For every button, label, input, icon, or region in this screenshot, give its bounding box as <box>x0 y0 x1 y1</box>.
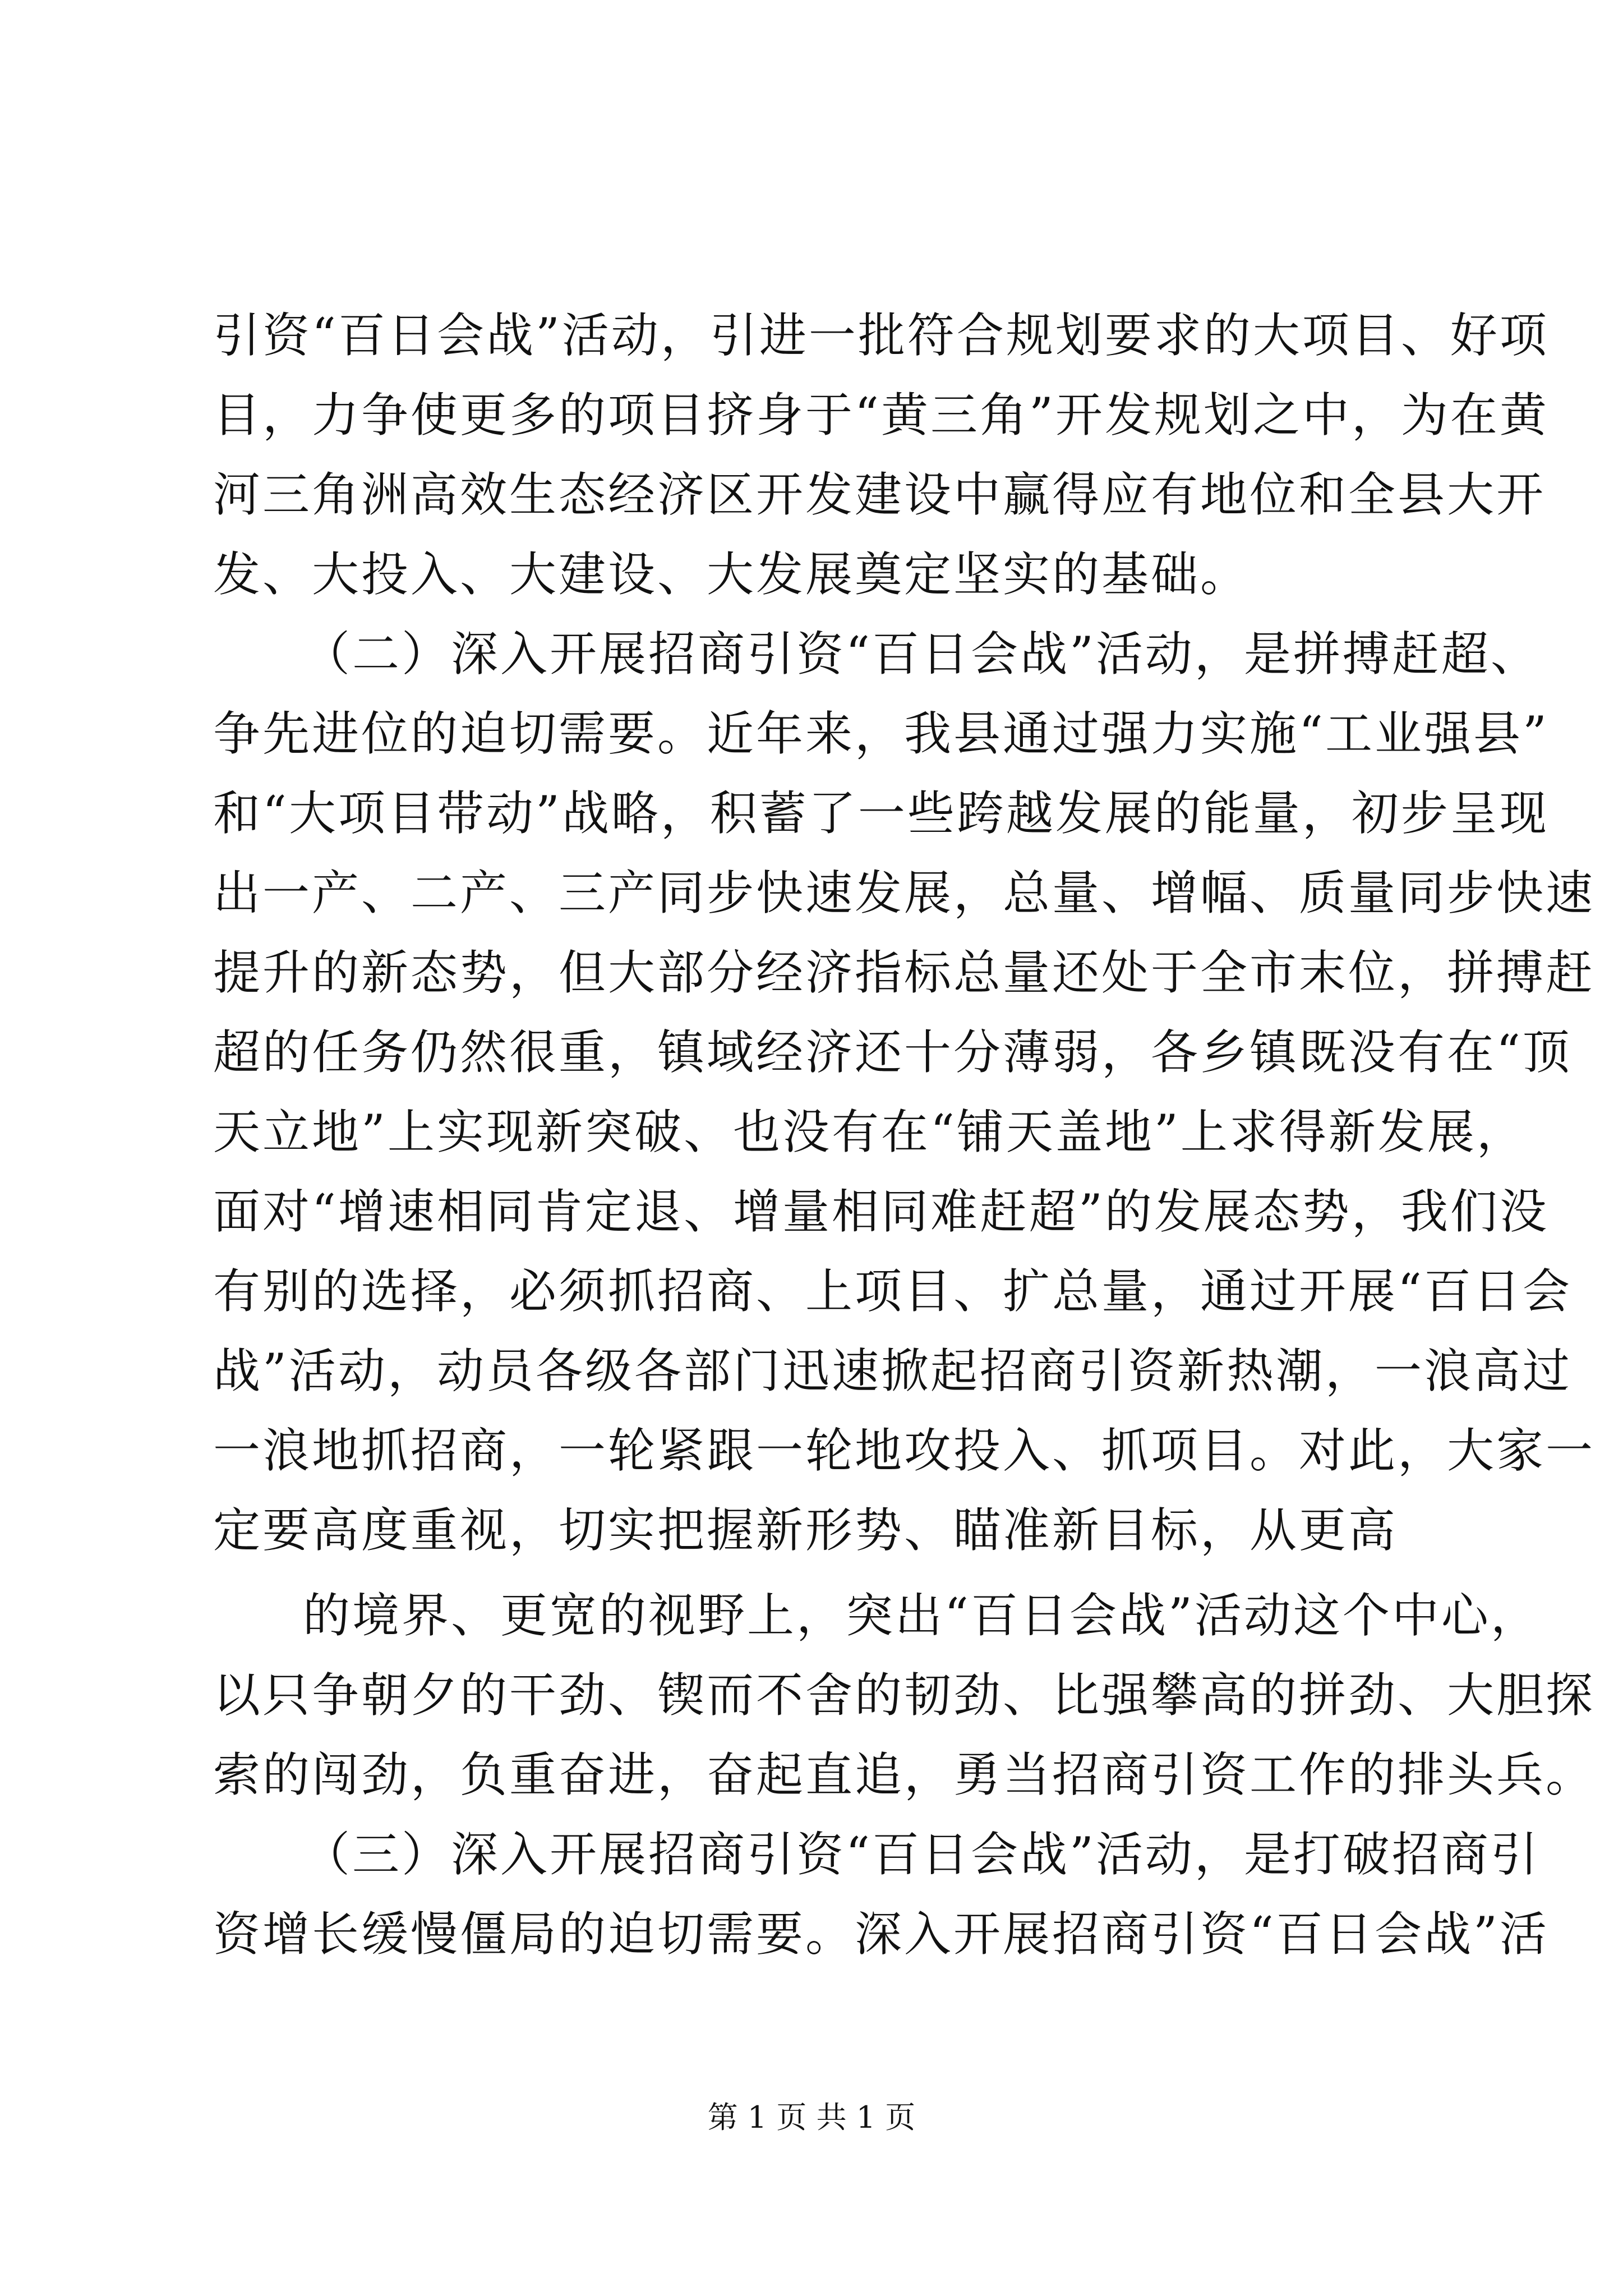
body-text-line: 出一产、二产、三产同步快速发展，总量、增幅、质量同步快速 <box>213 866 1596 921</box>
body-text-line: 发、大投入、大建设、大发展奠定坚实的基础。 <box>213 547 1250 602</box>
body-text-line: 天立地”上实现新突破、也没有在“铺天盖地”上求得新发展， <box>213 1105 1526 1159</box>
body-text-line: 以只争朝夕的干劲、锲而不舍的韧劲、比强攀高的拼劲、大胆探 <box>213 1668 1596 1723</box>
body-text-line: 一浪地抓招商，一轮紧跟一轮地攻投入、抓项目。对此，大家一 <box>213 1423 1596 1478</box>
body-text-line: 超的任务仍然很重，镇域经济还十分薄弱，各乡镇既没有在“顶 <box>213 1025 1572 1080</box>
page-footer: 第 1 页 共 1 页 <box>707 2100 916 2135</box>
body-text-line: （二）深入开展招商引资“百日会战”活动，是拼搏赶超、 <box>303 627 1540 682</box>
body-text-line: 战”活动，动员各级各部门迅速掀起招商引资新热潮，一浪高过 <box>213 1343 1572 1398</box>
body-text-line: 引资“百日会战”活动，引进一批符合规划要求的大项目、好项 <box>213 308 1549 363</box>
body-text-line: 目，力争使更多的项目挤身于“黄三角”开发规划之中，为在黄 <box>213 388 1549 443</box>
body-text-line: 和“大项目带动”战略，积蓄了一些跨越发展的能量，初步呈现 <box>213 786 1549 841</box>
body-text-line: 提升的新态势，但大部分经济指标总量还处于全市末位，拼搏赶 <box>213 945 1596 1000</box>
body-text-line: （三）深入开展招商引资“百日会战”活动，是打破招商引 <box>303 1827 1540 1882</box>
body-text-line: 资增长缓慢僵局的迫切需要。深入开展招商引资“百日会战”活 <box>213 1907 1549 1962</box>
body-text-line: 定要高度重视，切实把握新形势、瞄准新目标，从更高 <box>213 1503 1398 1558</box>
body-text-line: 河三角洲高效生态经济区开发建设中赢得应有地位和全县大开 <box>213 467 1546 522</box>
body-text-line: 有别的选择，必须抓招商、上项目、扩总量，通过开展“百日会 <box>213 1264 1572 1319</box>
body-text-line: 争先进位的迫切需要。近年来，我县通过强力实施“工业强县” <box>213 706 1549 761</box>
body-text-line: 面对“增速相同肯定退、增量相同难赶超”的发展态势，我们没 <box>213 1184 1549 1239</box>
body-text-line: 索的闯劲，负重奋进，奋起直追，勇当招商引资工作的排头兵。 <box>213 1747 1596 1802</box>
body-text-line: 的境界、更宽的视野上，突出“百日会战”活动这个中心， <box>303 1588 1540 1643</box>
